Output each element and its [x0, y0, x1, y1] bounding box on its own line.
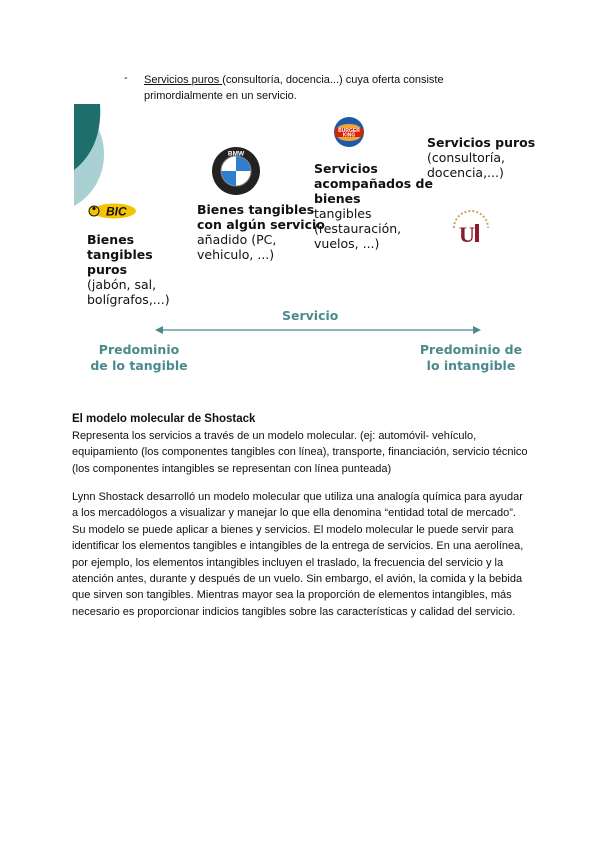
category-pure-services-detail: (consultoría, docencia,...): [427, 150, 506, 180]
category-goods-with-service-detail: añadido (PC, vehiculo, ...): [197, 232, 277, 262]
predominance-tangible-label: Predominio de lo tangible: [90, 342, 188, 373]
bullet-link-text: Servicios puros: [144, 74, 223, 86]
burger-king-text-bottom: KING: [342, 132, 356, 139]
burger-king-text-top: BURGER: [338, 128, 360, 134]
bmw-logo-text: BMW: [227, 150, 245, 158]
axis-label-servicio: Servicio: [282, 308, 339, 323]
category-tangible-goods-detail: (jabón, sal, bolígrafos,...): [87, 277, 170, 307]
category-goods-with-service-title: Bienes tangibles con algún servicio: [197, 202, 325, 232]
university-logo: [450, 208, 492, 246]
predominance-intangible-label: Predominio de lo intangible: [419, 342, 523, 373]
category-services-with-goods: [314, 161, 434, 251]
bullet-rest-text: (consultoría, docencia...) cuya oferta consiste primordialmente en un servicio.: [144, 74, 444, 102]
bullet-text: [144, 72, 474, 104]
paragraph-shostack: Lynn Shostack desarrolló un modelo molecular que utiliza una analogía química para ayudar a los mercadólogos a visualizar y manejar lo que ella denomina “entidad total de mercado”. Su modelo se puede aplicar a bienes y servicios. El modelo molecular le puede servir para identificar los elementos tangibles e intangibles de la entrega de servicios. En una aerolínea, por ejemplo, los elementos intangibles incluyen el traslado, la frecuencia del servicio y la atención antes, durante y después de un vuelo. Sin embargo, el avión, la comida y la bebida que sirven son tangibles. Mientras mayor sea la proporción de elementos intangibles, más necesario es proporcionar indicios tangibles sobre las características y calidad del servicio.: [72, 491, 524, 618]
burger-king-logo: [333, 116, 365, 148]
category-tangible-goods: [87, 232, 197, 307]
decorative-arc-shape: [74, 104, 108, 206]
university-logo-text: U: [459, 222, 475, 246]
bmw-logo: [211, 146, 261, 196]
category-services-with-goods-detail: tangibles (restauración, vuelos, ...): [314, 206, 402, 251]
double-arrow-axis: [155, 324, 481, 336]
category-tangible-goods-title: Bienes tangibles puros: [87, 232, 153, 277]
section-title: El modelo molecular de Shostack: [72, 413, 256, 425]
category-goods-with-service: [197, 202, 327, 262]
category-pure-services: [427, 135, 537, 180]
bic-logo: [88, 202, 140, 220]
bullet-dash: -: [124, 72, 128, 84]
category-pure-services-title: Servicios puros: [427, 135, 536, 150]
paragraph-molecular-model: Representa los servicios a través de un modelo molecular. (ej: automóvil- vehículo, equipamiento (los componentes tangibles con línea), transporte, financiación, servicio técnico (los componentes intangibles se representan con línea punteada): [72, 430, 528, 475]
category-services-with-goods-title: Servicios acompañados de bienes: [314, 161, 433, 206]
bic-logo-text: BIC: [106, 204, 127, 219]
